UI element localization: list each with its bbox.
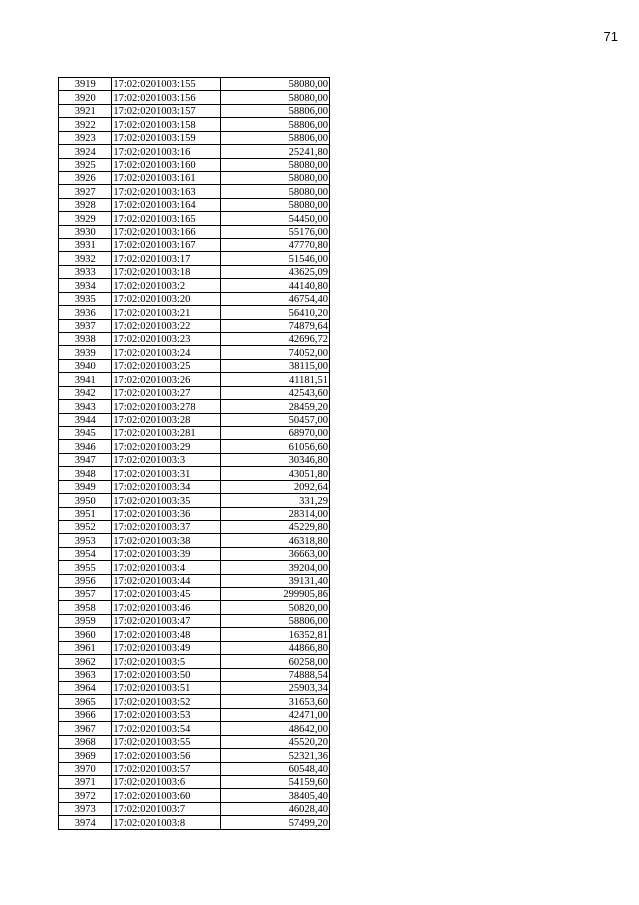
cadastral-number-cell: 17:02:0201003:49 bbox=[112, 641, 221, 654]
cadastral-value-cell: 74879,64 bbox=[221, 319, 330, 332]
cadastral-value-cell: 39131,40 bbox=[221, 574, 330, 587]
table-row bbox=[59, 359, 330, 372]
cadastral-number-cell: 17:02:0201003:51 bbox=[112, 681, 221, 694]
cadastral-value-cell: 44866,80 bbox=[221, 641, 330, 654]
cadastral-value-cell: 58080,00 bbox=[221, 171, 330, 184]
cadastral-value-cell: 58806,00 bbox=[221, 614, 330, 627]
cadastral-number-cell: 17:02:0201003:160 bbox=[112, 158, 221, 171]
table-row bbox=[59, 440, 330, 453]
table-row bbox=[59, 574, 330, 587]
row-number-cell: 3948 bbox=[59, 467, 112, 480]
table-row bbox=[59, 78, 330, 91]
cadastral-value-cell: 16352,81 bbox=[221, 628, 330, 641]
cadastral-value-cell: 25241,80 bbox=[221, 145, 330, 158]
cadastral-value-cell: 58806,00 bbox=[221, 118, 330, 131]
row-number-cell: 3922 bbox=[59, 118, 112, 131]
cadastral-number-cell: 17:02:0201003:31 bbox=[112, 467, 221, 480]
cadastral-value-cell: 60258,00 bbox=[221, 655, 330, 668]
cadastral-value-cell: 46318,80 bbox=[221, 534, 330, 547]
table-row bbox=[59, 467, 330, 480]
cadastral-number-cell: 17:02:0201003:25 bbox=[112, 359, 221, 372]
table-row bbox=[59, 239, 330, 252]
cadastral-value-cell: 58080,00 bbox=[221, 78, 330, 91]
cadastral-value-cell: 58806,00 bbox=[221, 131, 330, 144]
row-number-cell: 3962 bbox=[59, 655, 112, 668]
row-number-cell: 3960 bbox=[59, 628, 112, 641]
table-row bbox=[59, 802, 330, 815]
cadastral-number-cell: 17:02:0201003:278 bbox=[112, 400, 221, 413]
cadastral-value-cell: 299905,86 bbox=[221, 588, 330, 601]
row-number-cell: 3936 bbox=[59, 306, 112, 319]
cadastral-value-cell: 74052,00 bbox=[221, 346, 330, 359]
row-number-cell: 3959 bbox=[59, 614, 112, 627]
table-row bbox=[59, 319, 330, 332]
cadastral-number-cell: 17:02:0201003:18 bbox=[112, 265, 221, 278]
row-number-cell: 3971 bbox=[59, 775, 112, 788]
row-number-cell: 3964 bbox=[59, 681, 112, 694]
table-row bbox=[59, 749, 330, 762]
cadastral-number-cell: 17:02:0201003:57 bbox=[112, 762, 221, 775]
row-number-cell: 3937 bbox=[59, 319, 112, 332]
row-number-cell: 3973 bbox=[59, 802, 112, 815]
cadastral-value-cell: 2092,64 bbox=[221, 480, 330, 493]
row-number-cell: 3956 bbox=[59, 574, 112, 587]
table-row bbox=[59, 547, 330, 560]
cadastral-value-cell: 38115,00 bbox=[221, 359, 330, 372]
cadastral-value-cell: 45520,20 bbox=[221, 735, 330, 748]
cadastral-number-cell: 17:02:0201003:165 bbox=[112, 212, 221, 225]
cadastral-value-cell: 58080,00 bbox=[221, 198, 330, 211]
row-number-cell: 3944 bbox=[59, 413, 112, 426]
table-row bbox=[59, 198, 330, 211]
cadastral-number-cell: 17:02:0201003:55 bbox=[112, 735, 221, 748]
cadastral-value-cell: 48642,00 bbox=[221, 722, 330, 735]
table-row bbox=[59, 225, 330, 238]
cadastral-number-cell: 17:02:0201003:24 bbox=[112, 346, 221, 359]
row-number-cell: 3953 bbox=[59, 534, 112, 547]
row-number-cell: 3951 bbox=[59, 507, 112, 520]
cadastral-value-cell: 52321,36 bbox=[221, 749, 330, 762]
row-number-cell: 3920 bbox=[59, 91, 112, 104]
row-number-cell: 3974 bbox=[59, 816, 112, 829]
cadastral-number-cell: 17:02:0201003:6 bbox=[112, 775, 221, 788]
table-row bbox=[59, 453, 330, 466]
table-row bbox=[59, 104, 330, 117]
cadastral-number-cell: 17:02:0201003:20 bbox=[112, 292, 221, 305]
row-number-cell: 3968 bbox=[59, 735, 112, 748]
cadastral-number-cell: 17:02:0201003:5 bbox=[112, 655, 221, 668]
page-number: 71 bbox=[603, 29, 618, 44]
cadastral-number-cell: 17:02:0201003:3 bbox=[112, 453, 221, 466]
row-number-cell: 3921 bbox=[59, 104, 112, 117]
table-row bbox=[59, 695, 330, 708]
cadastral-number-cell: 17:02:0201003:7 bbox=[112, 802, 221, 815]
cadastral-value-cell: 43625,09 bbox=[221, 265, 330, 278]
row-number-cell: 3947 bbox=[59, 453, 112, 466]
row-number-cell: 3941 bbox=[59, 373, 112, 386]
table-row bbox=[59, 185, 330, 198]
row-number-cell: 3966 bbox=[59, 708, 112, 721]
cadastral-number-cell: 17:02:0201003:164 bbox=[112, 198, 221, 211]
cadastral-number-cell: 17:02:0201003:28 bbox=[112, 413, 221, 426]
cadastral-value-cell: 41181,51 bbox=[221, 373, 330, 386]
cadastral-value-cell: 42543,60 bbox=[221, 386, 330, 399]
table-row bbox=[59, 171, 330, 184]
row-number-cell: 3939 bbox=[59, 346, 112, 359]
cadastral-value-cell: 60548,40 bbox=[221, 762, 330, 775]
cadastral-value-cell: 44140,80 bbox=[221, 279, 330, 292]
cadastral-number-cell: 17:02:0201003:60 bbox=[112, 789, 221, 802]
cadastral-value-cell: 46754,40 bbox=[221, 292, 330, 305]
cadastral-value-cell: 39204,00 bbox=[221, 561, 330, 574]
row-number-cell: 3930 bbox=[59, 225, 112, 238]
cadastral-number-cell: 17:02:0201003:56 bbox=[112, 749, 221, 762]
row-number-cell: 3945 bbox=[59, 426, 112, 439]
row-number-cell: 3931 bbox=[59, 239, 112, 252]
table-row bbox=[59, 681, 330, 694]
row-number-cell: 3972 bbox=[59, 789, 112, 802]
cadastral-value-table bbox=[58, 77, 330, 830]
cadastral-number-cell: 17:02:0201003:37 bbox=[112, 520, 221, 533]
cadastral-number-cell: 17:02:0201003:155 bbox=[112, 78, 221, 91]
cadastral-number-cell: 17:02:0201003:159 bbox=[112, 131, 221, 144]
row-number-cell: 3932 bbox=[59, 252, 112, 265]
cadastral-number-cell: 17:02:0201003:158 bbox=[112, 118, 221, 131]
cadastral-number-cell: 17:02:0201003:22 bbox=[112, 319, 221, 332]
table-row bbox=[59, 601, 330, 614]
cadastral-number-cell: 17:02:0201003:36 bbox=[112, 507, 221, 520]
row-number-cell: 3929 bbox=[59, 212, 112, 225]
cadastral-number-cell: 17:02:0201003:26 bbox=[112, 373, 221, 386]
table-row bbox=[59, 265, 330, 278]
table-row bbox=[59, 816, 330, 829]
table-row bbox=[59, 386, 330, 399]
row-number-cell: 3923 bbox=[59, 131, 112, 144]
row-number-cell: 3957 bbox=[59, 588, 112, 601]
table-row bbox=[59, 588, 330, 601]
cadastral-number-cell: 17:02:0201003:35 bbox=[112, 494, 221, 507]
table-row bbox=[59, 789, 330, 802]
cadastral-value-cell: 54159,60 bbox=[221, 775, 330, 788]
row-number-cell: 3952 bbox=[59, 520, 112, 533]
cadastral-number-cell: 17:02:0201003:166 bbox=[112, 225, 221, 238]
row-number-cell: 3940 bbox=[59, 359, 112, 372]
cadastral-value-cell: 42696,72 bbox=[221, 333, 330, 346]
row-number-cell: 3970 bbox=[59, 762, 112, 775]
row-number-cell: 3933 bbox=[59, 265, 112, 278]
cadastral-number-cell: 17:02:0201003:54 bbox=[112, 722, 221, 735]
row-number-cell: 3961 bbox=[59, 641, 112, 654]
row-number-cell: 3958 bbox=[59, 601, 112, 614]
cadastral-number-cell: 17:02:0201003:50 bbox=[112, 668, 221, 681]
cadastral-value-cell: 55176,00 bbox=[221, 225, 330, 238]
table-row bbox=[59, 641, 330, 654]
table-row bbox=[59, 292, 330, 305]
cadastral-value-cell: 30346,80 bbox=[221, 453, 330, 466]
table-row bbox=[59, 507, 330, 520]
row-number-cell: 3955 bbox=[59, 561, 112, 574]
table-row bbox=[59, 158, 330, 171]
row-number-cell: 3967 bbox=[59, 722, 112, 735]
cadastral-number-cell: 17:02:0201003:44 bbox=[112, 574, 221, 587]
cadastral-value-cell: 61056,60 bbox=[221, 440, 330, 453]
cadastral-number-cell: 17:02:0201003:167 bbox=[112, 239, 221, 252]
row-number-cell: 3969 bbox=[59, 749, 112, 762]
table-row bbox=[59, 131, 330, 144]
cadastral-value-cell: 58080,00 bbox=[221, 158, 330, 171]
cadastral-number-cell: 17:02:0201003:29 bbox=[112, 440, 221, 453]
row-number-cell: 3965 bbox=[59, 695, 112, 708]
cadastral-value-cell: 31653,60 bbox=[221, 695, 330, 708]
row-number-cell: 3927 bbox=[59, 185, 112, 198]
cadastral-number-cell: 17:02:0201003:27 bbox=[112, 386, 221, 399]
cadastral-value-cell: 58080,00 bbox=[221, 91, 330, 104]
row-number-cell: 3949 bbox=[59, 480, 112, 493]
row-number-cell: 3963 bbox=[59, 668, 112, 681]
cadastral-value-cell: 57499,20 bbox=[221, 816, 330, 829]
cadastral-number-cell: 17:02:0201003:21 bbox=[112, 306, 221, 319]
cadastral-number-cell: 17:02:0201003:34 bbox=[112, 480, 221, 493]
table-row bbox=[59, 494, 330, 507]
table-row bbox=[59, 413, 330, 426]
table-row bbox=[59, 306, 330, 319]
cadastral-value-cell: 56410,20 bbox=[221, 306, 330, 319]
row-number-cell: 3924 bbox=[59, 145, 112, 158]
cadastral-number-cell: 17:02:0201003:156 bbox=[112, 91, 221, 104]
cadastral-value-cell: 28459,20 bbox=[221, 400, 330, 413]
row-number-cell: 3925 bbox=[59, 158, 112, 171]
table-body bbox=[59, 78, 330, 830]
table-row bbox=[59, 561, 330, 574]
table-row bbox=[59, 655, 330, 668]
table-row bbox=[59, 708, 330, 721]
cadastral-number-cell: 17:02:0201003:8 bbox=[112, 816, 221, 829]
table-row bbox=[59, 480, 330, 493]
cadastral-number-cell: 17:02:0201003:23 bbox=[112, 333, 221, 346]
cadastral-value-cell: 58080,00 bbox=[221, 185, 330, 198]
table-row bbox=[59, 762, 330, 775]
table-row bbox=[59, 252, 330, 265]
table-row bbox=[59, 426, 330, 439]
cadastral-value-cell: 331,29 bbox=[221, 494, 330, 507]
cadastral-number-cell: 17:02:0201003:52 bbox=[112, 695, 221, 708]
row-number-cell: 3950 bbox=[59, 494, 112, 507]
cadastral-value-cell: 58806,00 bbox=[221, 104, 330, 117]
table-row bbox=[59, 722, 330, 735]
cadastral-number-cell: 17:02:0201003:38 bbox=[112, 534, 221, 547]
cadastral-number-cell: 17:02:0201003:4 bbox=[112, 561, 221, 574]
cadastral-value-cell: 50820,00 bbox=[221, 601, 330, 614]
cadastral-value-cell: 46028,40 bbox=[221, 802, 330, 815]
table-row bbox=[59, 118, 330, 131]
cadastral-value-cell: 74888,54 bbox=[221, 668, 330, 681]
cadastral-number-cell: 17:02:0201003:157 bbox=[112, 104, 221, 117]
cadastral-value-cell: 45229,80 bbox=[221, 520, 330, 533]
table-row bbox=[59, 614, 330, 627]
table-row bbox=[59, 400, 330, 413]
cadastral-number-cell: 17:02:0201003:45 bbox=[112, 588, 221, 601]
row-number-cell: 3926 bbox=[59, 171, 112, 184]
cadastral-number-cell: 17:02:0201003:163 bbox=[112, 185, 221, 198]
table-row bbox=[59, 279, 330, 292]
table-row bbox=[59, 373, 330, 386]
cadastral-number-cell: 17:02:0201003:161 bbox=[112, 171, 221, 184]
cadastral-number-cell: 17:02:0201003:16 bbox=[112, 145, 221, 158]
row-number-cell: 3954 bbox=[59, 547, 112, 560]
cadastral-number-cell: 17:02:0201003:46 bbox=[112, 601, 221, 614]
row-number-cell: 3943 bbox=[59, 400, 112, 413]
table-row bbox=[59, 534, 330, 547]
table-row bbox=[59, 520, 330, 533]
table-row bbox=[59, 333, 330, 346]
cadastral-value-cell: 36663,00 bbox=[221, 547, 330, 560]
table-row bbox=[59, 628, 330, 641]
table-row bbox=[59, 735, 330, 748]
row-number-cell: 3942 bbox=[59, 386, 112, 399]
cadastral-number-cell: 17:02:0201003:48 bbox=[112, 628, 221, 641]
cadastral-value-cell: 28314,00 bbox=[221, 507, 330, 520]
cadastral-number-cell: 17:02:0201003:281 bbox=[112, 426, 221, 439]
cadastral-number-cell: 17:02:0201003:17 bbox=[112, 252, 221, 265]
cadastral-value-cell: 43051,80 bbox=[221, 467, 330, 480]
row-number-cell: 3919 bbox=[59, 78, 112, 91]
cadastral-value-cell: 68970,00 bbox=[221, 426, 330, 439]
cadastral-value-cell: 50457,00 bbox=[221, 413, 330, 426]
table-row bbox=[59, 775, 330, 788]
cadastral-number-cell: 17:02:0201003:39 bbox=[112, 547, 221, 560]
row-number-cell: 3928 bbox=[59, 198, 112, 211]
cadastral-value-cell: 51546,00 bbox=[221, 252, 330, 265]
table-row bbox=[59, 91, 330, 104]
row-number-cell: 3946 bbox=[59, 440, 112, 453]
cadastral-value-cell: 42471,00 bbox=[221, 708, 330, 721]
cadastral-value-cell: 54450,00 bbox=[221, 212, 330, 225]
cadastral-value-cell: 25903,34 bbox=[221, 681, 330, 694]
table-row bbox=[59, 145, 330, 158]
cadastral-number-cell: 17:02:0201003:47 bbox=[112, 614, 221, 627]
cadastral-number-cell: 17:02:0201003:53 bbox=[112, 708, 221, 721]
cadastral-value-cell: 47770,80 bbox=[221, 239, 330, 252]
row-number-cell: 3938 bbox=[59, 333, 112, 346]
cadastral-value-cell: 38405,40 bbox=[221, 789, 330, 802]
cadastral-number-cell: 17:02:0201003:2 bbox=[112, 279, 221, 292]
table-row bbox=[59, 346, 330, 359]
table-row bbox=[59, 668, 330, 681]
row-number-cell: 3934 bbox=[59, 279, 112, 292]
row-number-cell: 3935 bbox=[59, 292, 112, 305]
table-row bbox=[59, 212, 330, 225]
